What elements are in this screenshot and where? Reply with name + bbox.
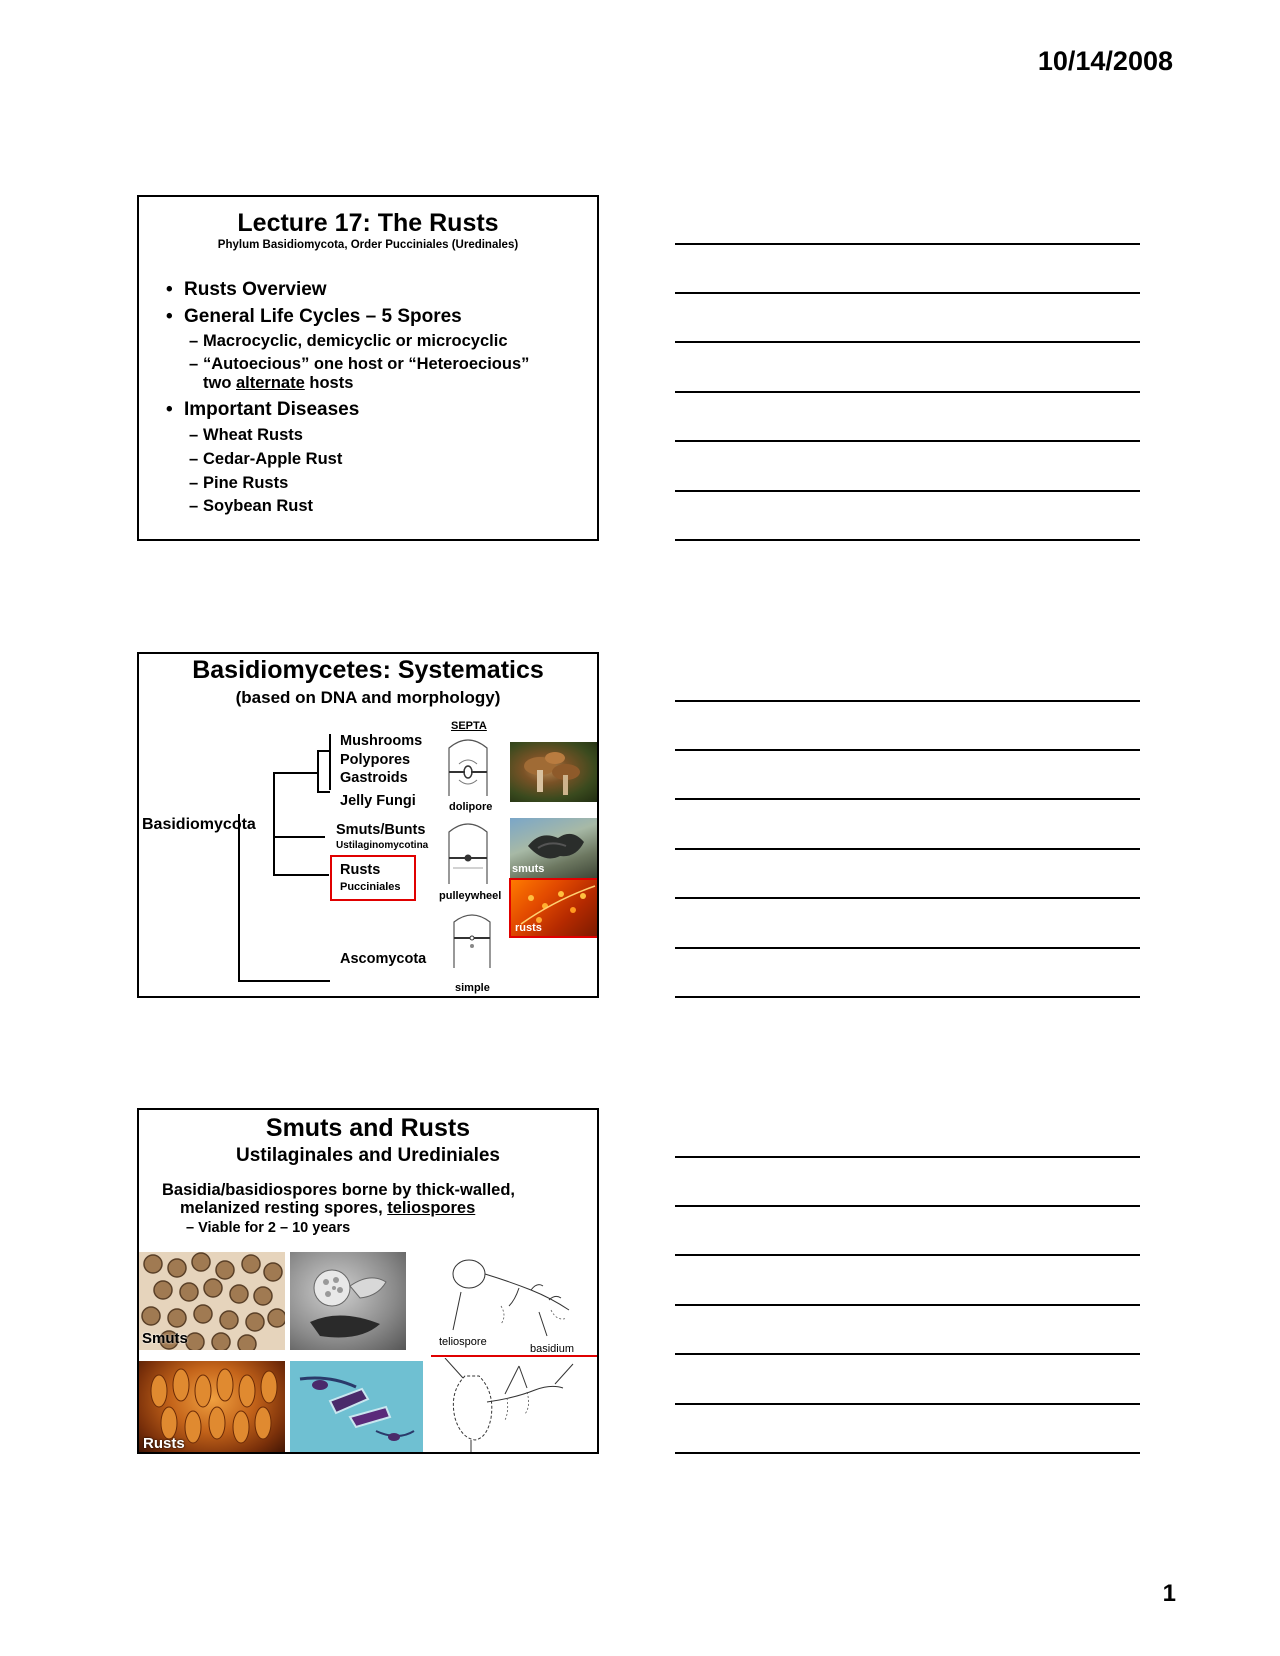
simple-septum-icon: [451, 908, 493, 968]
slide-subtitle: (based on DNA and morphology): [235, 688, 501, 707]
bullet-item: • Rusts Overview: [166, 279, 327, 300]
septum-label: simple: [455, 982, 490, 994]
smut-photo: [510, 818, 599, 878]
diagram-label: teliospore: [439, 1336, 487, 1348]
date-header: 10/14/2008: [1037, 46, 1173, 76]
image-label: Rusts: [143, 1435, 185, 1452]
photo-label: rusts: [515, 922, 542, 934]
slide-1: [137, 195, 599, 541]
teliospore-micrograph: [290, 1361, 423, 1454]
tree-branch: [329, 734, 331, 790]
sub-bullet-item: – Pine Rusts: [189, 474, 289, 492]
rust-telia-photo: [139, 1361, 285, 1454]
tree-branch: [273, 874, 329, 876]
pulleywheel-septum-icon: [445, 816, 491, 884]
sub-bullet-item: – Viable for 2 – 10 years: [186, 1220, 351, 1236]
image-label: Smuts: [142, 1330, 188, 1347]
tree-branch: [273, 836, 325, 838]
taxon-label: Jelly Fungi: [340, 793, 416, 809]
slide-3: [137, 1108, 599, 1454]
sub-bullet-item: – Macrocyclic, demicyclic or microcyclic: [189, 332, 508, 350]
slide-title: Lecture 17: The Rusts: [237, 209, 499, 237]
septum-label: pulleywheel: [439, 890, 502, 902]
tree-branch: [238, 980, 330, 982]
taxon-label: Mushrooms: [340, 733, 423, 749]
body-text: melanized resting spores, teliospores: [180, 1199, 476, 1217]
rust-photo: [509, 878, 599, 938]
tree-branch: [238, 814, 240, 982]
underlined-term: teliospores: [387, 1199, 476, 1217]
smut-spores-photo: [139, 1252, 285, 1350]
slide-2: [137, 652, 599, 998]
dolipore-septum-icon: [445, 732, 491, 796]
taxon-label: Gastroids: [340, 770, 408, 786]
taxon-sublabel: Pucciniales: [340, 881, 401, 893]
slide-title: Smuts and Rusts: [265, 1114, 471, 1142]
tree-branch: [273, 772, 275, 876]
sub-bullet-item: – Cedar-Apple Rust: [189, 450, 343, 468]
septum-label: dolipore: [449, 801, 493, 813]
slide-subtitle: Phylum Basidiomycota, Order Pucciniales (Uredinales): [217, 239, 519, 251]
sub-bullet-item: – Soybean Rust: [189, 497, 314, 515]
underlined-term: alternate: [236, 374, 305, 392]
root-label: Basidiomycota: [142, 816, 256, 833]
sub-bullet-continuation: two alternate hosts: [203, 374, 354, 392]
taxon-sublabel: Ustilaginomycotina: [336, 840, 429, 851]
slide-subtitle: Ustilaginales and Urediniales: [236, 1145, 500, 1166]
sem-spore-photo: [290, 1252, 406, 1350]
bullet-item: • Important Diseases: [166, 399, 360, 420]
slide-title: Basidiomycetes: Systematics: [192, 656, 544, 684]
tree-branch: [317, 791, 330, 793]
tree-branch: [273, 772, 318, 774]
photo-label: smuts: [512, 863, 545, 875]
page-number: 1: [1162, 1580, 1176, 1607]
diagram-label: basidium: [530, 1343, 575, 1355]
septa-header: SEPTA: [451, 720, 487, 732]
taxon-label: Rusts: [340, 862, 381, 878]
tree-branch: [317, 750, 319, 793]
taxon-label: Smuts/Bunts: [336, 822, 426, 838]
sub-bullet-item: – “Autoecious” one host or “Heteroecious”: [189, 355, 530, 373]
rust-basidium-diagram: [435, 1358, 585, 1454]
body-text: Basidia/basidiospores borne by thick-walled,: [162, 1181, 516, 1199]
taxon-label: Polypores: [340, 752, 411, 768]
bullet-item: • General Life Cycles – 5 Spores: [166, 306, 462, 327]
mushroom-photo: [510, 742, 599, 802]
sub-bullet-item: – Wheat Rusts: [189, 426, 303, 444]
taxon-label: Ascomycota: [340, 951, 427, 967]
